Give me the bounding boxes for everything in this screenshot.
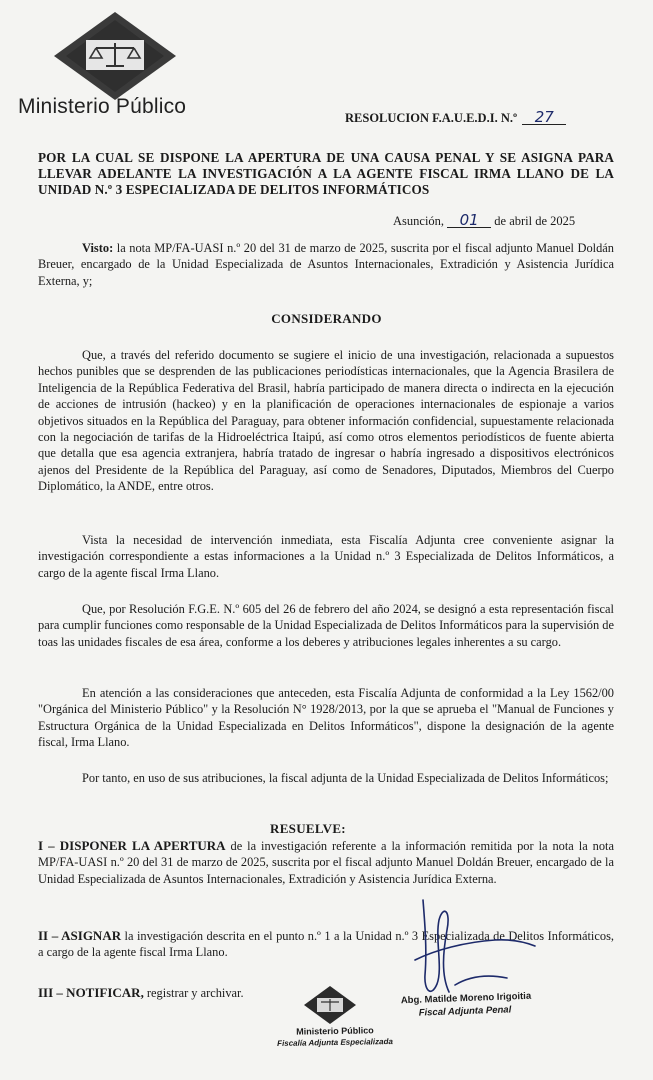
date-day: 01 [447,213,491,228]
resuelve-heading: RESUELVE: [270,821,346,836]
considerando-paragraph-3: Que, por Resolución F.G.E. N.º 605 del 26 de febrero del año 2024, se designó a esta representación fiscal para cumplir funciones como responsable de la Unidad Especializada de Delitos Informáticos para la supervisión de toas las unidades fiscales de esa área, conforme a los deberes y atribuciones legales inherentes a su cargo. [38,602,614,649]
stamp-unit: Fiscalía Adjunta Especializada [277,1036,393,1049]
resolve-item-2-lead: II – ASIGNAR [38,928,122,943]
ministerio-publico-logo [52,10,178,100]
organization-name: Ministerio Público [18,95,187,118]
resolve-item-3-text: registrar y archivar. [143,986,244,1000]
resolution-header [345,110,645,126]
considerando-paragraph-5: Por tanto, en uso de sus atribuciones, la fiscal adjunta de la Unidad Especializada de Delitos Informáticos; [82,771,609,785]
visto-label: Visto: [82,241,114,255]
resolve-item-1-lead: I – DISPONER LA APERTURA [38,838,226,853]
resolution-number: 27 [522,110,566,125]
resolve-item-2-text: la investigación descrita en el punto n.º 1 a la Unidad n.º 3 Especializada de Delitos Informáticos, a cargo de la agente fiscal Irma Llano. [38,929,614,960]
considerando-paragraph-1: Que, a través del referido documento se sugiere el inicio de una investigación, relacionada a supuestos hechos punibles que se desprenden de las publicaciones periodísticas internacionales, que la Agencia Brasilera de Inteligencia de la República Federativa del Brasil, habría participado de manera directa o indirecta en la ejecución de acciones de intrusión (hackeo) y en la planificación de operaciones internacionales de espionaje a varios objetivos situados en la República del Paraguay, para obtener información confidencial, supuestamente relacionada con la negociación de tarifas de la Hidroeléctrica Itaipú, así como otros elementos periodísticos de fuente abierta que detalla que esa agencia extranjera, habría tratado de ingresar o habría ingresado a dispositivos electrónicos ajenos del Presidente de la República del Paraguay, así como de Senadores, Diputados, Miembros del Cuerpo Diplomático, la ANDE, entre otros. [38,348,614,494]
resolve-item-3-lead: III – NOTIFICAR, [38,985,144,1000]
considerando-heading: CONSIDERANDO [271,311,382,326]
visto-text: la nota MP/FA-UASI n.º 20 del 31 de marzo de 2025, suscrita por el fiscal adjunto Manuel Doldán Breuer, encargado de la Unidad Especializada de Asuntos Internacionales, Extradición y Asistencia Jurídica Externa, y; [38,241,614,288]
stamp-logo [303,985,357,1025]
considerando-paragraph-2: Vista la necesidad de intervención inmediata, esta Fiscalía Adjunta cree conveniente asignar la investigación correspondiente a estas informaciones a la Unidad n.º 3 Especializada de Delitos Informáticos, a cargo de la agente fiscal Irma Llano. [38,533,614,580]
resolution-label: RESOLUCION F.A.U.E.D.I. N.º [345,111,518,125]
document-title: POR LA CUAL SE DISPONE LA APERTURA DE UNA CAUSA PENAL Y SE ASIGNA PARA LLEVAR ADELANTE LA INVESTIGACIÓN A LA AGENTE FISCAL IRMA LLANO DE LA UNIDAD N.º 3 ESPECIALIZADA DE DELITOS INFORMÁTICOS [38,150,614,197]
handwritten-signature [395,880,545,1005]
signatory-role: Fiscal Adjunta Penal [418,1004,512,1019]
considerando-paragraph-4: En atención a las consideraciones que anteceden, esta Fiscalía Adjunta de conformidad a la Ley 1562/00 "Orgánica del Ministerio Público" y la Resolución N° 1928/2013, por la que se aprueba el "Manual de Funciones y Estructura Orgánica de la Unidad Especializada en Delitos Informáticos", dispone la designación de la agente fiscal, Irma Llano. [38,686,614,750]
date-line [393,213,623,229]
resolve-item-1-text: de la investigación referente a la información remitida por la nota la nota MP/FA-UASI n.º 20 del 31 de marzo de 2025, suscrita por el fiscal adjunto Manuel Doldán Breuer, encargado de la Unidad Especializada de Asuntos Internacionales, Extradición y Asistencia Jurídica Externa. [38,839,614,886]
signatory-name: Abg. Matilde Moreno Irigoitia [400,990,532,1007]
date-place: Asunción, [393,214,445,228]
stamp-organization: Ministerio Público [296,1025,374,1037]
visto-paragraph [38,240,614,289]
date-rest: de abril de 2025 [494,214,576,228]
